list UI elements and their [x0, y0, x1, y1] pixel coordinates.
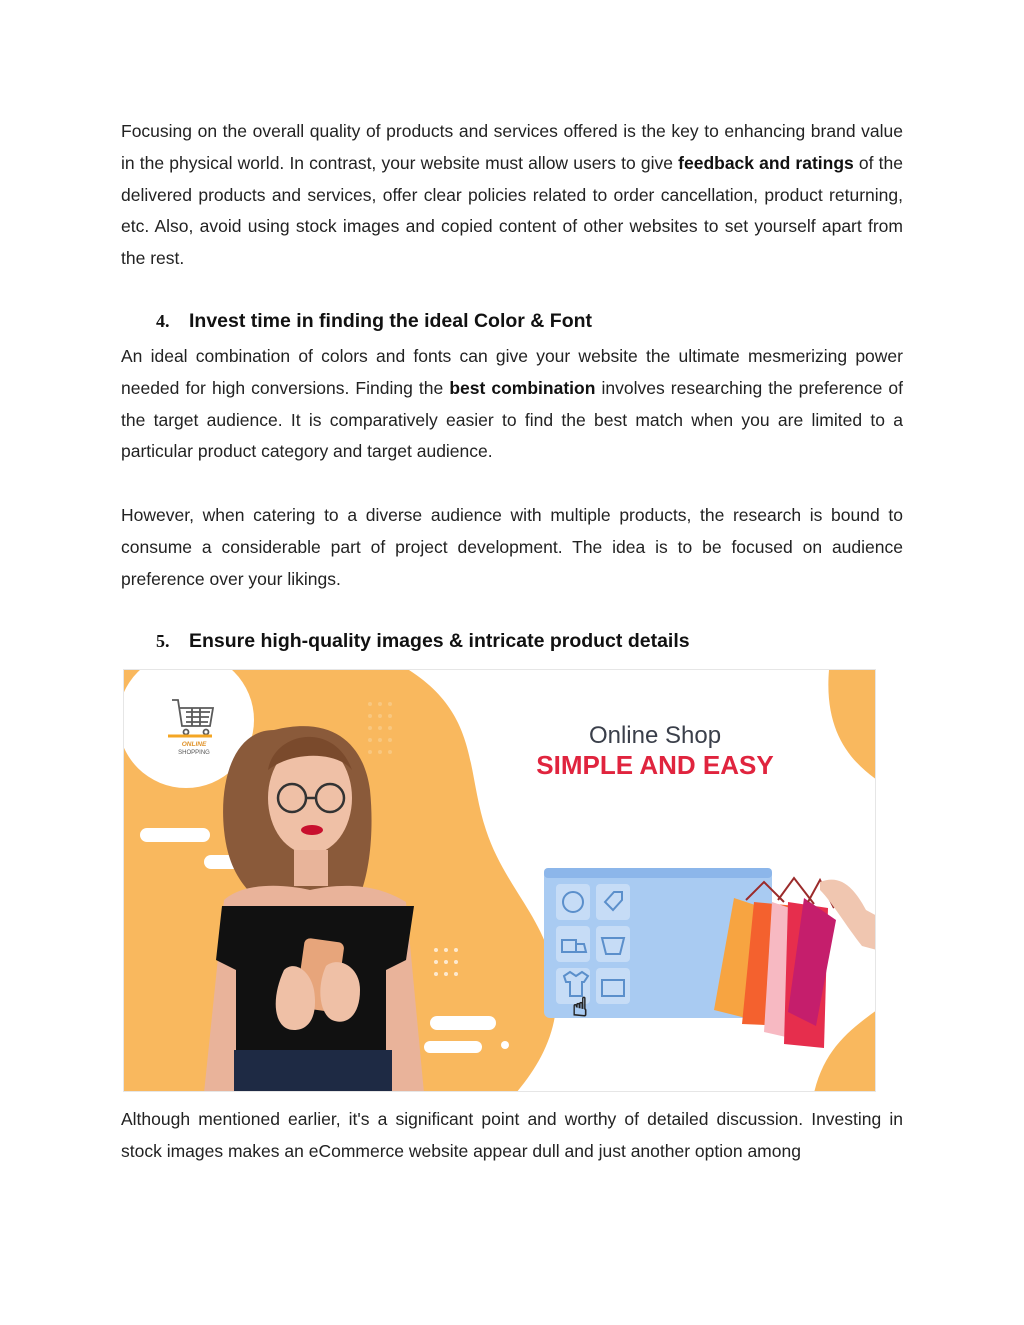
decor-pill	[430, 1016, 496, 1030]
paragraph-text: involves researching the preference of the target audience. It is comparatively easier to find the best match when you are limited to a particular product category and target audience.	[121, 377, 904, 462]
section-title: Invest time in finding the ideal Color & Font	[189, 310, 593, 332]
paragraph-color-font	[121, 341, 903, 468]
section-number: 4.	[156, 311, 170, 331]
paragraph-text: Focusing on the overall quality of products and services offered is the key to enhancing brand value in the physical world. In contrast, your website must allow users to give	[121, 121, 903, 173]
section-number: 5.	[156, 631, 170, 651]
section-heading-images	[156, 630, 690, 653]
paragraph-text: An ideal combination of colors and fonts can give your website the ultimate mesmerizing power needed for high conversions. Finding the	[121, 346, 903, 398]
section-heading-color-font	[156, 310, 592, 333]
bold-phrase-feedback: feedback and ratings	[678, 152, 854, 173]
hand-pointer-cursor-icon: ☝	[572, 993, 588, 1023]
decor-pill	[424, 1041, 482, 1053]
decor-pill	[140, 828, 210, 842]
paragraph-text: Although mentioned earlier, it's a significant point and worthy of detailed discussion. Investing in stock images makes an eCommerce website appear dull and just another option among	[121, 1109, 903, 1161]
banner-headline-online-shop: Online Shop	[588, 722, 722, 749]
bold-phrase-best-combination: best combination	[449, 377, 596, 398]
decor-dot	[501, 1041, 509, 1049]
banner-illustration	[124, 670, 876, 1092]
paragraph-quality	[121, 116, 903, 275]
paragraph-diverse-audience	[121, 500, 903, 595]
online-shop-banner-image	[123, 669, 876, 1092]
paragraph-stock-images	[121, 1104, 903, 1168]
banner-headline-simple-easy: SIMPLE AND EASY	[536, 750, 774, 780]
paragraph-text: of the delivered products and services, offer clear policies related to order cancellation, product returning, etc. Also, avoid using stock images and copied content of other websites to set yourself apart from the rest.	[121, 152, 903, 269]
logo-text-shopping: SHOPPING	[178, 750, 210, 756]
section-title: Ensure high-quality images & intricate product details	[189, 630, 690, 652]
paragraph-text: However, when catering to a diverse audience with multiple products, the research is bound to consume a considerable part of project development. The idea is to be focused on audience preference over your likings.	[121, 505, 903, 589]
logo-text-online: ONLINE	[181, 741, 207, 748]
